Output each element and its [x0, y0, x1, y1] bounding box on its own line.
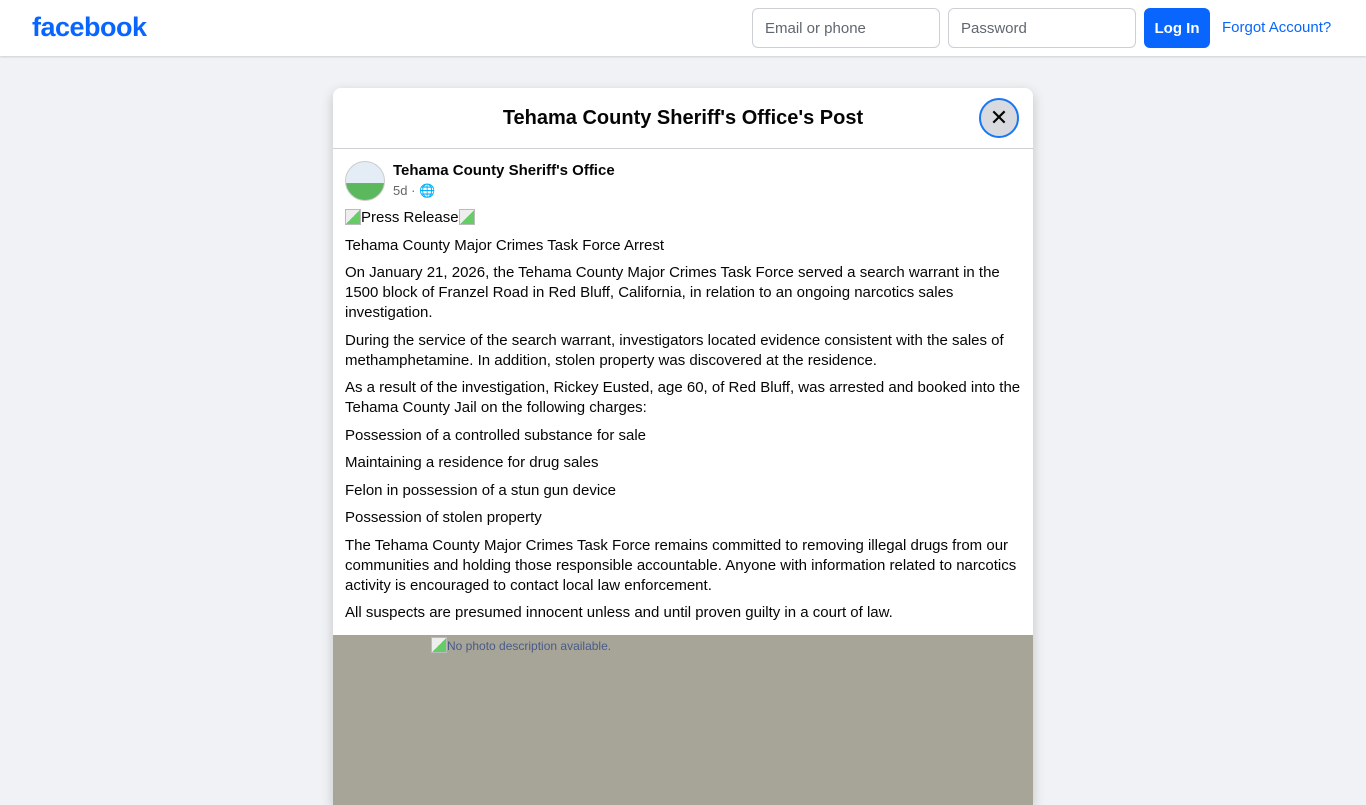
paragraph: All suspects are presumed innocent unless and until proven guilty in a court of law. [345, 604, 893, 621]
charge-item: Maintaining a residence for drug sales [345, 454, 599, 471]
post-time[interactable]: 5d [393, 183, 408, 198]
top-bar [0, 0, 1366, 56]
post-photo[interactable] [333, 635, 1033, 805]
press-release: Press Release [361, 209, 459, 226]
post-modal [333, 88, 1033, 805]
charge-item: Possession of stolen property [345, 509, 542, 526]
login-button[interactable]: Log In [1144, 8, 1210, 48]
author-row [333, 149, 1033, 208]
broken-image-icon [459, 209, 475, 225]
separator: · [411, 183, 416, 198]
photo-alt [431, 637, 611, 653]
avatar[interactable] [345, 161, 385, 201]
paragraph: As a result of the investigation, Rickey Eusted, age 60, of Red Bluff, was arrested and booked into the Tehama County Jail on the following charges: [345, 379, 1021, 416]
broken-image-icon [431, 637, 447, 653]
email-input[interactable]: Email or phone [752, 8, 940, 48]
author-name[interactable]: Tehama County Sheriff's Office [393, 162, 615, 179]
paragraph: The Tehama County Major Crimes Task Force remains committed to removing illegal drugs from our communities and holding those responsible accountable. Anyone with information related to narcotics activity is encouraged to contact local law enforcement. [345, 536, 1017, 594]
broken-image-icon [345, 209, 361, 225]
forgot-account-link[interactable]: Forgot Account? [1222, 19, 1332, 36]
paragraph: On January 21, 2026, the Tehama County Major Crimes Task Force served a search warrant in the 1500 block of Franzel Road in Red Bluff, California, in relation to an ongoing narcotics sales investigation. [345, 264, 1000, 321]
post-body [333, 208, 1033, 623]
password-input[interactable]: Password [948, 8, 1136, 48]
paragraph: During the service of the search warrant, investigators located evidence consistent with the sales of methamphetamine. In addition, stolen property was discovered at the residence. [345, 331, 1004, 369]
charge-item: Felon in possession of a stun gun device [345, 481, 617, 499]
modal-title: Tehama County Sheriff's Office's Post [333, 88, 1033, 149]
paragraph: Tehama County Major Crimes Task Force Arrest [345, 236, 664, 254]
close-button[interactable] [979, 98, 1019, 138]
post-meta [393, 183, 435, 199]
close-icon: ✕ [989, 105, 1009, 130]
charge-item: Possession of a controlled substance for sale [345, 426, 647, 444]
facebook-logo[interactable]: facebook [32, 12, 147, 42]
photo-alt-text: No photo description available. [447, 639, 612, 653]
globe-icon: 🌐 [419, 183, 436, 198]
